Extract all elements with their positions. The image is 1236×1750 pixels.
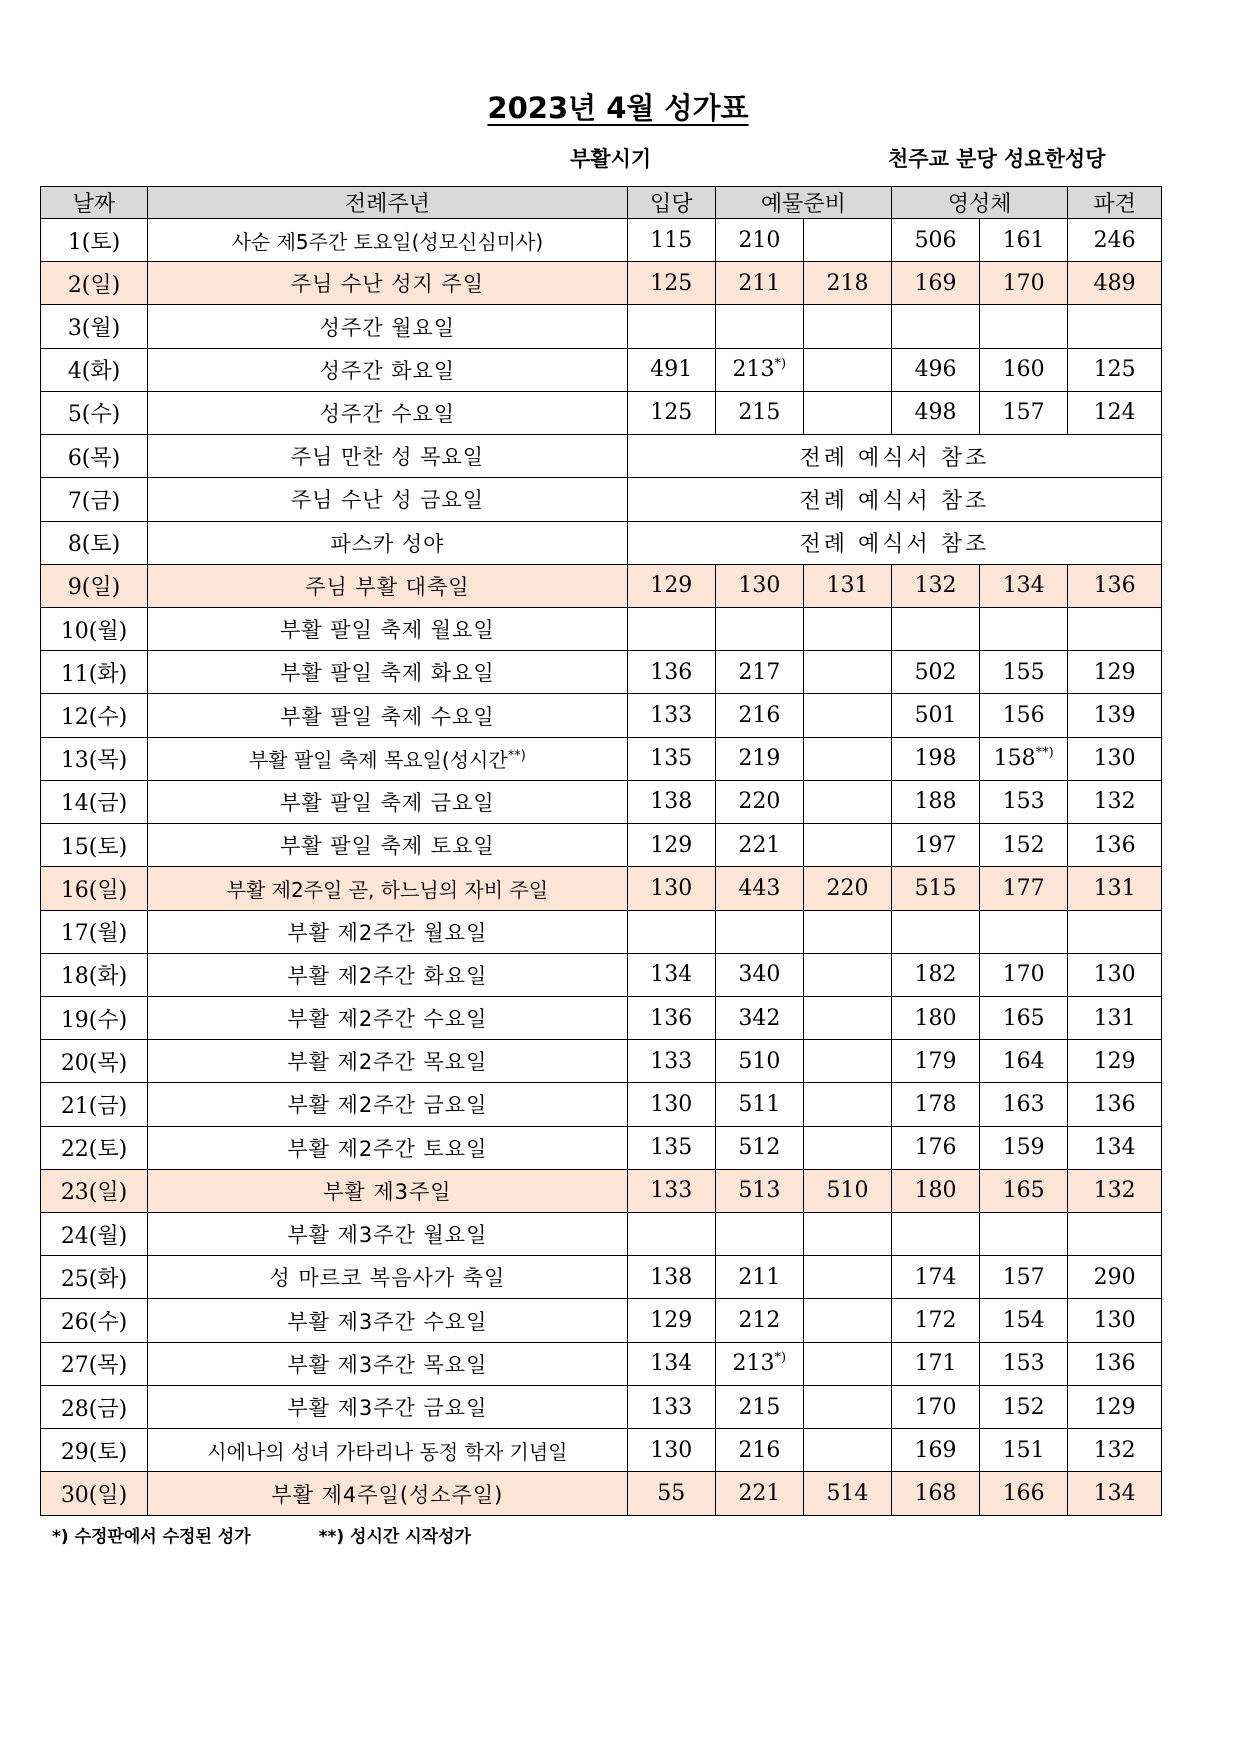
liturgy-cell: 파스카 성야: [148, 521, 628, 564]
header-row: [41, 187, 1162, 219]
liturgy-cell: 성주간 월요일: [148, 305, 628, 348]
offertory-cell: [715, 1213, 803, 1256]
table-row: [41, 478, 1162, 521]
liturgy-cell: 부활 팔일 축제 토요일: [148, 824, 628, 867]
liturgy-cell: 성주간 수요일: [148, 391, 628, 434]
entrance-cell: 129: [627, 824, 715, 867]
entrance-cell: 115: [627, 219, 715, 262]
entrance-cell: 129: [627, 564, 715, 607]
offertory-cell: [803, 1385, 891, 1428]
communion-cell: 157: [980, 391, 1068, 434]
date-cell: 1(토): [41, 219, 148, 262]
header-dismissal: 파견: [1068, 187, 1162, 219]
entrance-cell: 138: [627, 1256, 715, 1299]
communion-cell: 153: [980, 780, 1068, 823]
dismissal-cell: 125: [1068, 348, 1162, 391]
communion-cell: 163: [980, 1083, 1068, 1126]
date-cell: 15(토): [41, 824, 148, 867]
hymn-table: [40, 186, 1162, 1516]
footnotes: [52, 1522, 471, 1547]
communion-cell: 159: [980, 1126, 1068, 1169]
communion-cell: [980, 910, 1068, 953]
communion-cell: 168: [892, 1472, 980, 1516]
communion-cell: 198: [892, 737, 980, 780]
offertory-cell: 220: [803, 867, 891, 910]
table-row: [41, 1040, 1162, 1083]
table-row: [41, 910, 1162, 953]
liturgy-cell: 부활 제4주일(성소주일): [148, 1472, 628, 1516]
communion-cell: [892, 1213, 980, 1256]
offertory-cell: 511: [715, 1083, 803, 1126]
entrance-cell: 129: [627, 1299, 715, 1342]
communion-cell: 176: [892, 1126, 980, 1169]
page-title: 2023년 4월 성가표: [487, 91, 749, 125]
liturgy-cell: 부활 제3주일: [148, 1169, 628, 1212]
date-cell: 26(수): [41, 1299, 148, 1342]
table-row: [41, 435, 1162, 478]
communion-cell: 170: [980, 953, 1068, 996]
table-row: [41, 867, 1162, 910]
communion-cell: 515: [892, 867, 980, 910]
communion-cell: 188: [892, 780, 980, 823]
date-cell: 30(일): [41, 1472, 148, 1516]
dismissal-cell: [1068, 607, 1162, 650]
communion-cell: 160: [980, 348, 1068, 391]
offertory-cell: [803, 1126, 891, 1169]
date-cell: 21(금): [41, 1083, 148, 1126]
entrance-cell: 136: [627, 996, 715, 1039]
table-row: [41, 305, 1162, 348]
communion-cell: 496: [892, 348, 980, 391]
communion-cell: 132: [892, 564, 980, 607]
table-row: [41, 824, 1162, 867]
liturgy-cell: 부활 제3주간 수요일: [148, 1299, 628, 1342]
header-date: 날짜: [41, 187, 148, 219]
date-cell: 23(일): [41, 1169, 148, 1212]
date-cell: 8(토): [41, 521, 148, 564]
offertory-cell: [803, 1429, 891, 1472]
offertory-cell: 220: [715, 780, 803, 823]
merged-note-cell: 전례 예식서 참조: [627, 435, 1161, 478]
offertory-cell: 510: [715, 1040, 803, 1083]
communion-cell: 502: [892, 651, 980, 694]
dismissal-cell: 131: [1068, 996, 1162, 1039]
offertory-cell: [803, 651, 891, 694]
date-cell: 19(수): [41, 996, 148, 1039]
header-communion: 영성체: [892, 187, 1068, 219]
offertory-cell: 513: [715, 1169, 803, 1212]
communion-cell: 164: [980, 1040, 1068, 1083]
entrance-cell: 133: [627, 1040, 715, 1083]
date-cell: 22(토): [41, 1126, 148, 1169]
date-cell: 29(토): [41, 1429, 148, 1472]
dismissal-cell: 290: [1068, 1256, 1162, 1299]
dismissal-cell: 130: [1068, 953, 1162, 996]
communion-cell: 180: [892, 996, 980, 1039]
header-offertory: 예물준비: [715, 187, 891, 219]
offertory-cell: [715, 607, 803, 650]
header-entrance: 입당: [627, 187, 715, 219]
entrance-cell: 130: [627, 1083, 715, 1126]
liturgy-cell: 사순 제5주간 토요일(성모신심미사): [148, 219, 628, 262]
communion-cell: 179: [892, 1040, 980, 1083]
parish-name: 천주교 분당 성요한성당: [888, 147, 1106, 171]
communion-cell: 174: [892, 1256, 980, 1299]
communion-cell: 177: [980, 867, 1068, 910]
entrance-cell: 491: [627, 348, 715, 391]
date-cell: 13(목): [41, 737, 148, 780]
liturgy-cell: 성 마르코 복음사가 축일: [148, 1256, 628, 1299]
offertory-cell: [803, 348, 891, 391]
date-cell: 25(화): [41, 1256, 148, 1299]
table-row: [41, 521, 1162, 564]
dismissal-cell: 132: [1068, 1169, 1162, 1212]
offertory-cell: 211: [715, 262, 803, 305]
offertory-cell: [803, 1299, 891, 1342]
date-cell: 7(금): [41, 478, 148, 521]
dismissal-cell: [1068, 910, 1162, 953]
communion-cell: 161: [980, 219, 1068, 262]
dismissal-cell: 136: [1068, 564, 1162, 607]
offertory-cell: 211: [715, 1256, 803, 1299]
communion-cell: 151: [980, 1429, 1068, 1472]
communion-cell: [892, 910, 980, 953]
date-cell: 20(목): [41, 1040, 148, 1083]
table-row: [41, 391, 1162, 434]
liturgy-cell: 부활 팔일 축제 금요일: [148, 780, 628, 823]
date-cell: 12(수): [41, 694, 148, 737]
entrance-cell: 134: [627, 1342, 715, 1385]
dismissal-cell: 134: [1068, 1472, 1162, 1516]
offertory-cell: 131: [803, 564, 891, 607]
dismissal-cell: 130: [1068, 1299, 1162, 1342]
communion-cell: [980, 305, 1068, 348]
offertory-cell: [803, 953, 891, 996]
offertory-cell: 213*): [715, 348, 803, 391]
communion-cell: 169: [892, 262, 980, 305]
date-cell: 14(금): [41, 780, 148, 823]
entrance-cell: [627, 607, 715, 650]
communion-cell: 506: [892, 219, 980, 262]
communion-cell: 158**): [980, 737, 1068, 780]
page-title-wrap: [0, 86, 1236, 127]
offertory-cell: [803, 910, 891, 953]
entrance-cell: [627, 910, 715, 953]
merged-note-cell: 전례 예식서 참조: [627, 521, 1161, 564]
offertory-cell: 512: [715, 1126, 803, 1169]
communion-cell: [892, 607, 980, 650]
offertory-cell: 514: [803, 1472, 891, 1516]
liturgy-cell: 부활 제2주간 토요일: [148, 1126, 628, 1169]
offertory-cell: 213*): [715, 1342, 803, 1385]
offertory-cell: [803, 305, 891, 348]
liturgy-cell: 부활 제2주일 곧, 하느님의 자비 주일: [148, 867, 628, 910]
dismissal-cell: 132: [1068, 780, 1162, 823]
offertory-cell: 340: [715, 953, 803, 996]
entrance-cell: 136: [627, 651, 715, 694]
entrance-cell: 133: [627, 1169, 715, 1212]
entrance-cell: 133: [627, 1385, 715, 1428]
liturgy-cell: 부활 팔일 축제 수요일: [148, 694, 628, 737]
communion-cell: [980, 1213, 1068, 1256]
dismissal-cell: 136: [1068, 824, 1162, 867]
offertory-cell: 510: [803, 1169, 891, 1212]
communion-cell: 154: [980, 1299, 1068, 1342]
entrance-cell: 125: [627, 262, 715, 305]
table-row: [41, 737, 1162, 780]
entrance-cell: 135: [627, 1126, 715, 1169]
merged-note-cell: 전례 예식서 참조: [627, 478, 1161, 521]
liturgy-cell: 주님 수난 성지 주일: [148, 262, 628, 305]
date-cell: 3(월): [41, 305, 148, 348]
table-row: [41, 348, 1162, 391]
offertory-cell: [803, 1256, 891, 1299]
offertory-cell: 443: [715, 867, 803, 910]
table-row: [41, 1299, 1162, 1342]
liturgy-cell: 시에나의 성녀 가타리나 동정 학자 기념일: [148, 1429, 628, 1472]
table-row: [41, 1169, 1162, 1212]
offertory-cell: [803, 780, 891, 823]
dismissal-cell: 131: [1068, 867, 1162, 910]
offertory-cell: 217: [715, 651, 803, 694]
table-row: [41, 1213, 1162, 1256]
dismissal-cell: 136: [1068, 1342, 1162, 1385]
communion-cell: 170: [892, 1385, 980, 1428]
dismissal-cell: 136: [1068, 1083, 1162, 1126]
communion-cell: 171: [892, 1342, 980, 1385]
season-label: 부활시기: [570, 147, 652, 171]
dismissal-cell: 246: [1068, 219, 1162, 262]
table-row: [41, 1385, 1162, 1428]
liturgy-cell: 주님 수난 성 금요일: [148, 478, 628, 521]
table-row: [41, 694, 1162, 737]
table-row: [41, 651, 1162, 694]
date-cell: 2(일): [41, 262, 148, 305]
offertory-cell: [803, 1213, 891, 1256]
liturgy-cell: 성주간 화요일: [148, 348, 628, 391]
date-cell: 18(화): [41, 953, 148, 996]
entrance-cell: [627, 305, 715, 348]
dismissal-cell: 489: [1068, 262, 1162, 305]
liturgy-cell: 주님 만찬 성 목요일: [148, 435, 628, 478]
table-row: [41, 1083, 1162, 1126]
entrance-cell: 55: [627, 1472, 715, 1516]
dismissal-cell: 130: [1068, 737, 1162, 780]
table-row: [41, 564, 1162, 607]
dismissal-cell: 134: [1068, 1126, 1162, 1169]
communion-cell: 134: [980, 564, 1068, 607]
offertory-cell: [715, 305, 803, 348]
date-cell: 17(월): [41, 910, 148, 953]
communion-cell: 178: [892, 1083, 980, 1126]
communion-cell: 152: [980, 1385, 1068, 1428]
offertory-cell: [803, 391, 891, 434]
offertory-cell: [803, 1083, 891, 1126]
communion-cell: 498: [892, 391, 980, 434]
liturgy-cell: 주님 부활 대축일: [148, 564, 628, 607]
dismissal-cell: 132: [1068, 1429, 1162, 1472]
dismissal-cell: 124: [1068, 391, 1162, 434]
liturgy-cell: 부활 제2주간 금요일: [148, 1083, 628, 1126]
offertory-cell: [803, 737, 891, 780]
offertory-cell: [803, 694, 891, 737]
date-cell: 9(일): [41, 564, 148, 607]
offertory-cell: 130: [715, 564, 803, 607]
communion-cell: 172: [892, 1299, 980, 1342]
offertory-cell: [803, 1342, 891, 1385]
date-cell: 5(수): [41, 391, 148, 434]
date-cell: 11(화): [41, 651, 148, 694]
date-cell: 24(월): [41, 1213, 148, 1256]
communion-cell: 152: [980, 824, 1068, 867]
date-cell: 28(금): [41, 1385, 148, 1428]
table-row: [41, 219, 1162, 262]
communion-cell: 170: [980, 262, 1068, 305]
table-row: [41, 1256, 1162, 1299]
entrance-cell: 134: [627, 953, 715, 996]
date-cell: 16(일): [41, 867, 148, 910]
table-row: [41, 996, 1162, 1039]
liturgy-cell: 부활 제3주간 월요일: [148, 1213, 628, 1256]
date-cell: 10(월): [41, 607, 148, 650]
liturgy-cell: 부활 제3주간 목요일: [148, 1342, 628, 1385]
communion-cell: [892, 305, 980, 348]
communion-cell: 501: [892, 694, 980, 737]
liturgy-cell: 부활 제2주간 월요일: [148, 910, 628, 953]
footnote-revised: *) 수정판에서 수정된 성가: [52, 1527, 251, 1547]
entrance-cell: 138: [627, 780, 715, 823]
communion-cell: 182: [892, 953, 980, 996]
offertory-cell: 218: [803, 262, 891, 305]
offertory-cell: 221: [715, 824, 803, 867]
table-row: [41, 1342, 1162, 1385]
entrance-cell: 135: [627, 737, 715, 780]
offertory-cell: 221: [715, 1472, 803, 1516]
table-row: [41, 780, 1162, 823]
dismissal-cell: 129: [1068, 1385, 1162, 1428]
entrance-cell: 125: [627, 391, 715, 434]
table-row: [41, 1472, 1162, 1516]
communion-cell: 156: [980, 694, 1068, 737]
liturgy-cell: 부활 팔일 축제 화요일: [148, 651, 628, 694]
communion-cell: 157: [980, 1256, 1068, 1299]
dismissal-cell: 139: [1068, 694, 1162, 737]
table-row: [41, 1126, 1162, 1169]
communion-cell: 180: [892, 1169, 980, 1212]
offertory-cell: 342: [715, 996, 803, 1039]
liturgy-cell: 부활 제2주간 화요일: [148, 953, 628, 996]
offertory-cell: [803, 824, 891, 867]
communion-cell: 165: [980, 1169, 1068, 1212]
offertory-cell: 215: [715, 391, 803, 434]
offertory-cell: 215: [715, 1385, 803, 1428]
header-liturgy: 전례주년: [148, 187, 628, 219]
table-row: [41, 262, 1162, 305]
communion-cell: 197: [892, 824, 980, 867]
communion-cell: 169: [892, 1429, 980, 1472]
dismissal-cell: [1068, 1213, 1162, 1256]
communion-cell: 155: [980, 651, 1068, 694]
communion-cell: [980, 607, 1068, 650]
entrance-cell: 130: [627, 867, 715, 910]
table-row: [41, 607, 1162, 650]
offertory-cell: [803, 996, 891, 1039]
offertory-cell: [803, 219, 891, 262]
dismissal-cell: 129: [1068, 1040, 1162, 1083]
entrance-cell: 130: [627, 1429, 715, 1472]
table-row: [41, 1429, 1162, 1472]
liturgy-cell: 부활 팔일 축제 월요일: [148, 607, 628, 650]
liturgy-cell: 부활 제2주간 수요일: [148, 996, 628, 1039]
offertory-cell: 216: [715, 694, 803, 737]
liturgy-cell: 부활 제2주간 목요일: [148, 1040, 628, 1083]
offertory-cell: 212: [715, 1299, 803, 1342]
liturgy-cell: 부활 제3주간 금요일: [148, 1385, 628, 1428]
offertory-cell: [803, 1040, 891, 1083]
entrance-cell: 133: [627, 694, 715, 737]
liturgy-cell: 부활 팔일 축제 목요일(성시간**): [148, 737, 628, 780]
offertory-cell: 216: [715, 1429, 803, 1472]
communion-cell: 153: [980, 1342, 1068, 1385]
date-cell: 4(화): [41, 348, 148, 391]
offertory-cell: [715, 910, 803, 953]
date-cell: 6(목): [41, 435, 148, 478]
table-row: [41, 953, 1162, 996]
communion-cell: 166: [980, 1472, 1068, 1516]
dismissal-cell: 129: [1068, 651, 1162, 694]
entrance-cell: [627, 1213, 715, 1256]
footnote-holy-hour: **) 성시간 시작성가: [318, 1527, 471, 1547]
dismissal-cell: [1068, 305, 1162, 348]
offertory-cell: [803, 607, 891, 650]
offertory-cell: 210: [715, 219, 803, 262]
communion-cell: 165: [980, 996, 1068, 1039]
date-cell: 27(목): [41, 1342, 148, 1385]
offertory-cell: 219: [715, 737, 803, 780]
